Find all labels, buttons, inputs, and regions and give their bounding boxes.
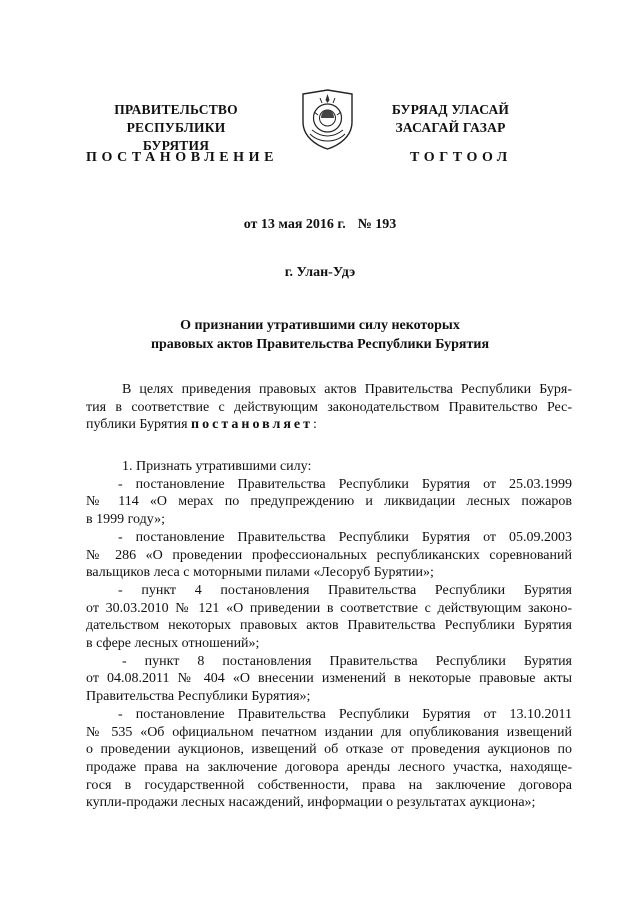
document-type-bua: ТОГТООЛ xyxy=(410,150,512,165)
document-number: № 193 xyxy=(357,217,397,232)
intro-line-3-suffix: : xyxy=(313,417,317,433)
items-heading: 1. Признать утратившими силу: xyxy=(122,459,312,474)
coat-of-arms-icon xyxy=(300,88,355,151)
item-5-line-1: - постановление Правительства Республики Бурятия от 13.10.2011 xyxy=(118,706,572,722)
title-line-2: правовых актов Правительства Республики Бурятия xyxy=(150,337,490,352)
items-block xyxy=(86,458,572,812)
intro-line-3-prefix: публики Бурятия xyxy=(86,417,192,433)
item-5-line-2: № 535 «Об официальном печатном издании для опубликования извещений xyxy=(86,724,572,740)
item-3-line-4: в сфере лесных отношений»; xyxy=(86,636,260,652)
item-3-line-1: - пункт 4 постановления Правительства Республики Бурятия xyxy=(118,582,572,598)
intro-line-1: В целях приведения правовых актов Правительства Республики Буря- xyxy=(122,382,572,397)
title-line-1: О признании утратившими силу некоторых xyxy=(180,318,460,333)
date-line xyxy=(0,217,640,233)
item-4-line-1: - пункт 8 постановления Правительства Республики Бурятия xyxy=(122,653,572,669)
resolves-word: постановляет xyxy=(191,417,313,433)
republic-name-bua: БУРЯАД УЛАСАЙ xyxy=(391,102,510,117)
government-name-ru: ПРАВИТЕЛЬСТВО xyxy=(114,102,238,117)
document-type-ru: ПОСТАНОВЛЕНИЕ xyxy=(86,150,279,165)
item-3-line-3: дательством некоторых правовых актов Правительства Республики Бурятия xyxy=(86,618,572,634)
document-title xyxy=(0,316,640,354)
item-5-line-3: о проведении аукционов, извещений об отказе от проведения аукционов по xyxy=(86,742,572,758)
item-3-line-2: от 30.03.2010 № 121 «О приведении в соответствие с действующим законо- xyxy=(86,600,572,616)
item-1-line-3: в 1999 году»; xyxy=(86,512,165,528)
item-1-line-2: № 114 «О мерах по предупреждению и ликвидации лесных пожаров xyxy=(86,494,572,510)
item-2-line-2: № 286 «О проведении профессиональных республиканских соревнований xyxy=(86,547,572,563)
intro-paragraph xyxy=(86,381,572,434)
item-4-line-3: Правительства Республики Бурятия»; xyxy=(86,689,311,705)
document-date: от 13 мая 2016 г. xyxy=(243,217,346,232)
item-5-line-5: гося в государственной собственности, права на заключение договора xyxy=(86,777,572,793)
item-5-line-6: купли-продажи лесных насаждений, информации о результатах аукциона»; xyxy=(86,795,536,811)
republic-name-ru: РЕСПУБЛИКИ БУРЯТИЯ xyxy=(126,120,226,153)
government-name-bua: ЗАСАГАЙ ГАЗАР xyxy=(395,120,506,135)
item-4-line-2: от 04.08.2011 № 404 «О внесении изменений в некоторые правовые акты xyxy=(86,671,572,687)
item-5-line-4: продаже права на заключение договора аренды лесного участка, находяще- xyxy=(86,759,572,775)
intro-line-2: тия в соответствие с действующим законодательством Правительство Рес- xyxy=(86,399,572,415)
city: г. Улан-Удэ xyxy=(284,265,356,280)
item-2-line-1: - постановление Правительства Республики Бурятия от 05.09.2003 xyxy=(118,529,572,545)
header-left xyxy=(100,101,252,155)
item-1-line-1: - постановление Правительства Республики Бурятия от 25.03.1999 xyxy=(118,476,572,492)
header-right xyxy=(378,101,523,137)
intro-line-3 xyxy=(86,416,572,434)
item-2-line-3: вальщиков леса с моторными пилами «Лесоруб Бурятии»; xyxy=(86,565,434,581)
